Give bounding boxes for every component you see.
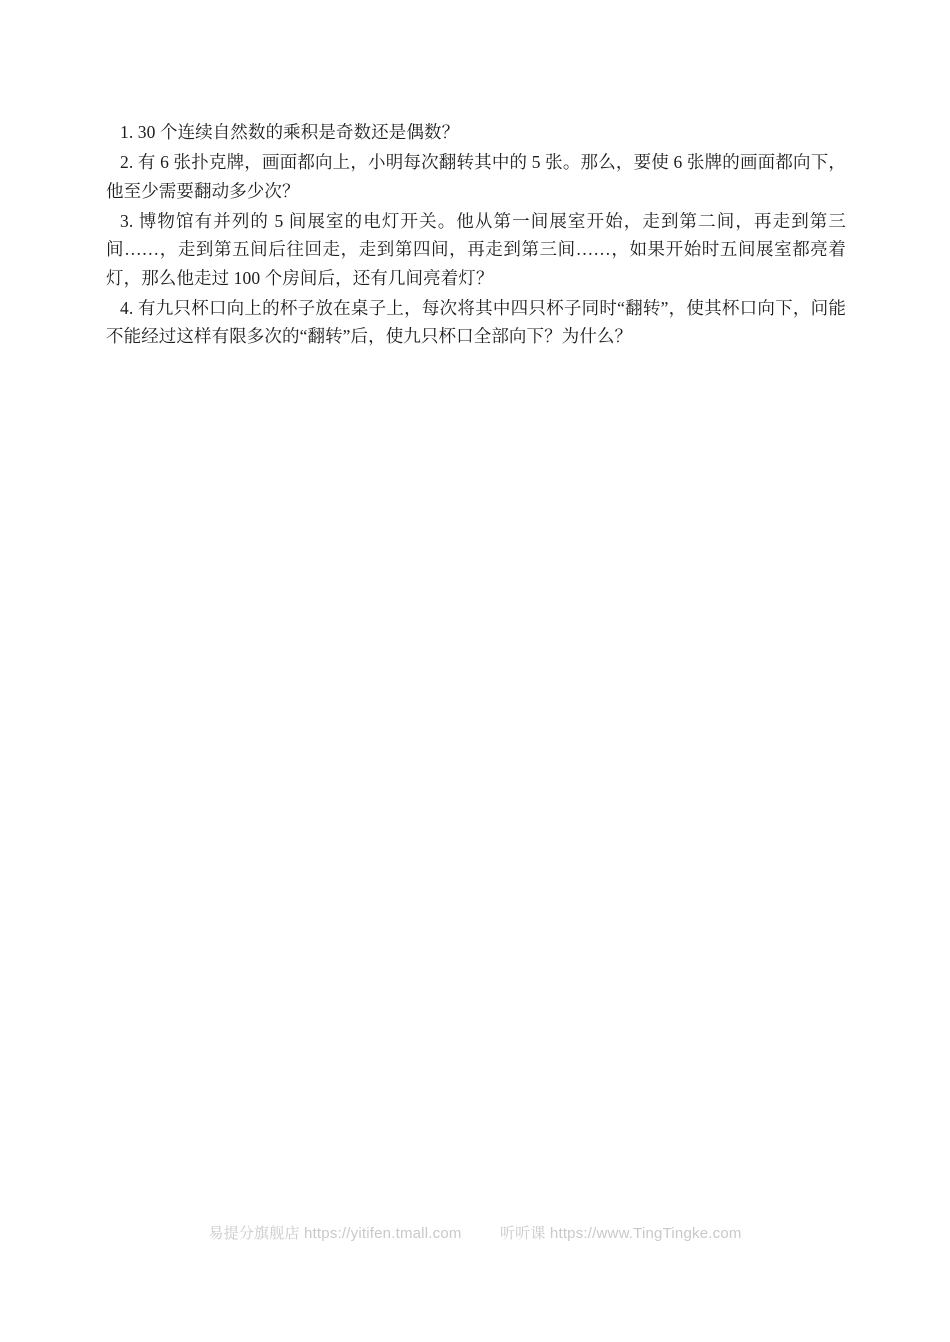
problem-item: 4. 有九只杯口向上的杯子放在桌子上，每次将其中四只杯子同时“翻转”，使其杯口向下，问能不能经过这样有限多次的“翻转”后，使九只杯口全部向下？为什么？ bbox=[106, 298, 846, 347]
footer-watermarks bbox=[0, 1222, 950, 1243]
watermark-yitifen: 易提分旗舰店 https://yitifen.tmall.com bbox=[208, 1225, 462, 1242]
problem-list bbox=[106, 118, 846, 353]
problem-item: 1. 30 个连续自然数的乘积是奇数还是偶数？ bbox=[120, 122, 460, 142]
problem-item: 3. 博物馆有并列的 5 间展室的电灯开关。他从第一间展室开始，走到第二间，再走到第三间……，走到第五间后往回走，走到第四间，再走到第三间……，如果开始时五间展室都亮着灯，那么他走过 100 个房间后，还有几间亮着灯？ bbox=[106, 211, 846, 288]
watermark-tingtingke: 听听课 https://www.TingTingke.com bbox=[499, 1225, 742, 1242]
problem-item: 2. 有 6 张扑克牌，画面都向上，小明每次翻转其中的 5 张。那么，要使 6 张牌的画面都向下，他至少需要翻动多少次？ bbox=[106, 152, 846, 201]
